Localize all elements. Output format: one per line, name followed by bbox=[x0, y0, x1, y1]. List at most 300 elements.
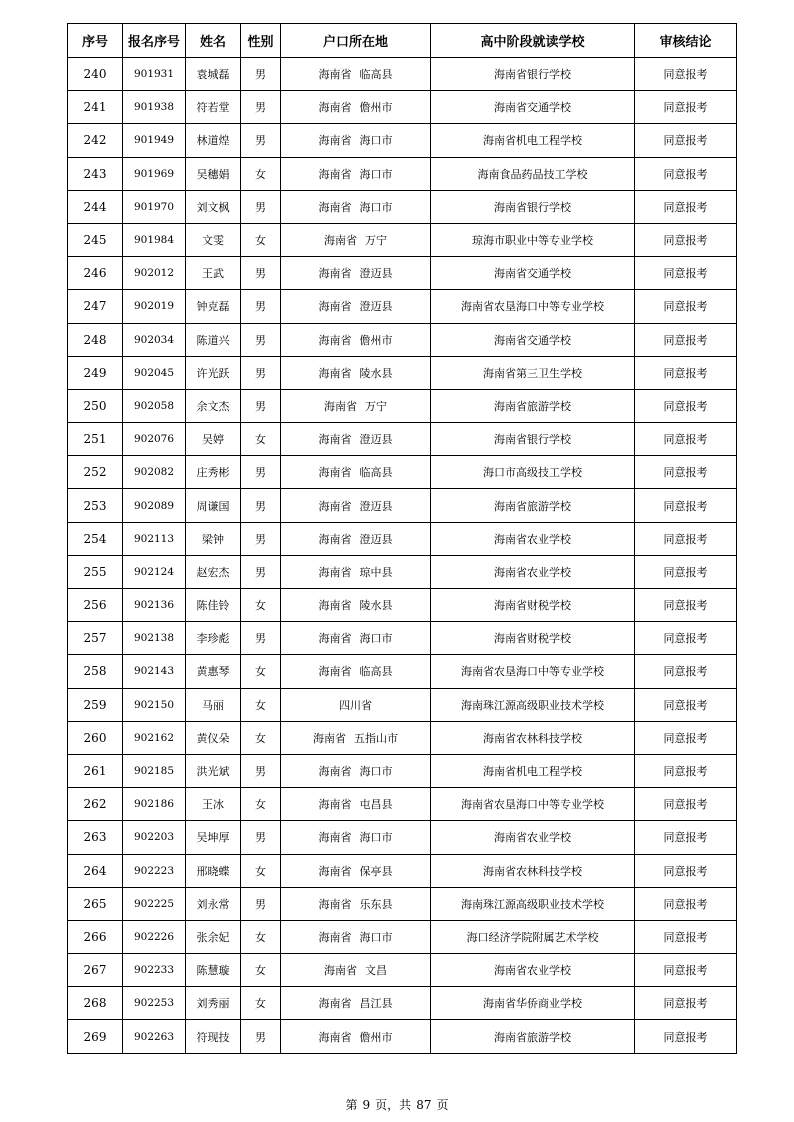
cell-residence bbox=[281, 190, 431, 223]
residence-province: 海南省 bbox=[318, 366, 352, 380]
cell-reg-no: 902253 bbox=[123, 987, 186, 1020]
cell-school: 海南省农垦海口中等专业学校 bbox=[431, 655, 635, 688]
cell-name: 陈佳铃 bbox=[186, 589, 241, 622]
cell-school: 海南省第三卫生学校 bbox=[431, 356, 635, 389]
cell-reg-no: 902143 bbox=[123, 655, 186, 688]
table-row bbox=[68, 954, 737, 987]
cell-residence bbox=[281, 124, 431, 157]
residence-city: 乐东县 bbox=[359, 897, 393, 911]
cell-seq: 261 bbox=[68, 754, 123, 787]
cell-seq: 258 bbox=[68, 655, 123, 688]
residence-city: 陵水县 bbox=[359, 599, 393, 613]
cell-sex: 男 bbox=[241, 290, 281, 323]
cell-sex: 男 bbox=[241, 456, 281, 489]
residence-city: 屯昌县 bbox=[359, 798, 393, 812]
cell-seq: 241 bbox=[68, 91, 123, 124]
cell-residence bbox=[281, 920, 431, 953]
cell-sex: 男 bbox=[241, 754, 281, 787]
cell-reg-no: 902058 bbox=[123, 389, 186, 422]
cell-school: 海南省机电工程学校 bbox=[431, 754, 635, 787]
footer-total-pages: 87 bbox=[416, 1098, 432, 1112]
cell-result: 同意报考 bbox=[635, 456, 737, 489]
residence-province: 海南省 bbox=[318, 930, 352, 944]
cell-reg-no: 902012 bbox=[123, 257, 186, 290]
residence-province: 海南省 bbox=[318, 997, 352, 1011]
table-row bbox=[68, 290, 737, 323]
cell-sex: 男 bbox=[241, 821, 281, 854]
cell-reg-no: 901969 bbox=[123, 157, 186, 190]
cell-reg-no: 902019 bbox=[123, 290, 186, 323]
cell-seq: 265 bbox=[68, 887, 123, 920]
cell-result: 同意报考 bbox=[635, 854, 737, 887]
cell-result: 同意报考 bbox=[635, 58, 737, 91]
cell-seq: 268 bbox=[68, 987, 123, 1020]
table-row bbox=[68, 323, 737, 356]
cell-sex: 女 bbox=[241, 987, 281, 1020]
cell-school: 海南省旅游学校 bbox=[431, 1020, 635, 1053]
cell-name: 邢晓蝶 bbox=[186, 854, 241, 887]
residence-province: 海南省 bbox=[318, 599, 352, 613]
cell-school: 海南省交通学校 bbox=[431, 323, 635, 356]
cell-residence bbox=[281, 257, 431, 290]
residence-province: 海南省 bbox=[318, 532, 352, 546]
residence-province: 海南省 bbox=[318, 267, 352, 281]
cell-name: 庄秀彬 bbox=[186, 456, 241, 489]
residence-province: 海南省 bbox=[318, 68, 352, 82]
cell-school: 海南省交通学校 bbox=[431, 91, 635, 124]
cell-name: 刘秀丽 bbox=[186, 987, 241, 1020]
cell-seq: 266 bbox=[68, 920, 123, 953]
residence-city: 澄迈县 bbox=[359, 499, 393, 513]
table-row bbox=[68, 456, 737, 489]
cell-school: 海南珠江源高级职业技术学校 bbox=[431, 887, 635, 920]
cell-seq: 249 bbox=[68, 356, 123, 389]
cell-residence bbox=[281, 821, 431, 854]
table-row bbox=[68, 257, 737, 290]
cell-name: 林道煌 bbox=[186, 124, 241, 157]
cell-school: 海南省机电工程学校 bbox=[431, 124, 635, 157]
cell-school: 海口市高级技工学校 bbox=[431, 456, 635, 489]
cell-residence bbox=[281, 655, 431, 688]
cell-result: 同意报考 bbox=[635, 323, 737, 356]
cell-residence bbox=[281, 688, 431, 721]
cell-result: 同意报考 bbox=[635, 522, 737, 555]
residence-city: 保亭县 bbox=[359, 864, 393, 878]
cell-reg-no: 902225 bbox=[123, 887, 186, 920]
residence-province: 海南省 bbox=[324, 399, 357, 413]
cell-school: 海南省旅游学校 bbox=[431, 389, 635, 422]
cell-sex: 男 bbox=[241, 522, 281, 555]
cell-residence bbox=[281, 754, 431, 787]
cell-reg-no: 902185 bbox=[123, 754, 186, 787]
residence-province: 海南省 bbox=[318, 864, 352, 878]
cell-residence bbox=[281, 356, 431, 389]
residence-province: 海南省 bbox=[324, 964, 357, 978]
cell-name: 吴婷 bbox=[186, 423, 241, 456]
cell-sex: 女 bbox=[241, 954, 281, 987]
table-row bbox=[68, 987, 737, 1020]
cell-result: 同意报考 bbox=[635, 589, 737, 622]
cell-result: 同意报考 bbox=[635, 290, 737, 323]
header-school: 高中阶段就读学校 bbox=[431, 24, 635, 58]
residence-city: 昌江县 bbox=[359, 997, 393, 1011]
residence-city: 陵水县 bbox=[359, 366, 393, 380]
table-row bbox=[68, 91, 737, 124]
cell-seq: 251 bbox=[68, 423, 123, 456]
residence-city: 儋州市 bbox=[359, 101, 393, 115]
residence-city: 海口市 bbox=[359, 632, 393, 646]
cell-sex: 男 bbox=[241, 489, 281, 522]
residence-city: 海口市 bbox=[359, 831, 393, 845]
cell-school: 海南食品药品技工学校 bbox=[431, 157, 635, 190]
cell-sex: 男 bbox=[241, 1020, 281, 1053]
cell-school: 海南省银行学校 bbox=[431, 58, 635, 91]
cell-residence bbox=[281, 389, 431, 422]
cell-sex: 女 bbox=[241, 655, 281, 688]
cell-result: 同意报考 bbox=[635, 821, 737, 854]
cell-school: 海南省农林科技学校 bbox=[431, 854, 635, 887]
residence-province: 海南省 bbox=[318, 134, 352, 148]
cell-residence bbox=[281, 323, 431, 356]
cell-sex: 女 bbox=[241, 721, 281, 754]
residence-province: 海南省 bbox=[318, 765, 352, 779]
residence-city: 儋州市 bbox=[359, 1030, 393, 1044]
cell-reg-no: 902223 bbox=[123, 854, 186, 887]
cell-residence bbox=[281, 290, 431, 323]
cell-sex: 女 bbox=[241, 788, 281, 821]
cell-sex: 女 bbox=[241, 223, 281, 256]
cell-school: 海南省华侨商业学校 bbox=[431, 987, 635, 1020]
cell-residence bbox=[281, 522, 431, 555]
table-body bbox=[68, 58, 737, 1054]
cell-name: 符若堂 bbox=[186, 91, 241, 124]
cell-seq: 263 bbox=[68, 821, 123, 854]
cell-school: 海南省农垦海口中等专业学校 bbox=[431, 290, 635, 323]
cell-result: 同意报考 bbox=[635, 157, 737, 190]
cell-name: 许光跃 bbox=[186, 356, 241, 389]
cell-sex: 男 bbox=[241, 622, 281, 655]
cell-sex: 女 bbox=[241, 589, 281, 622]
cell-sex: 男 bbox=[241, 257, 281, 290]
table-row bbox=[68, 589, 737, 622]
table-row bbox=[68, 124, 737, 157]
cell-result: 同意报考 bbox=[635, 389, 737, 422]
residence-province: 海南省 bbox=[318, 798, 352, 812]
residence-province: 海南省 bbox=[318, 167, 352, 181]
data-table bbox=[67, 23, 737, 1054]
cell-result: 同意报考 bbox=[635, 987, 737, 1020]
cell-sex: 男 bbox=[241, 887, 281, 920]
cell-reg-no: 902082 bbox=[123, 456, 186, 489]
table-row bbox=[68, 920, 737, 953]
cell-sex: 男 bbox=[241, 190, 281, 223]
cell-seq: 242 bbox=[68, 124, 123, 157]
cell-sex: 女 bbox=[241, 920, 281, 953]
residence-city: 海口市 bbox=[359, 167, 393, 181]
cell-seq: 259 bbox=[68, 688, 123, 721]
table-row bbox=[68, 58, 737, 91]
table-row bbox=[68, 190, 737, 223]
cell-name: 余文杰 bbox=[186, 389, 241, 422]
cell-residence bbox=[281, 157, 431, 190]
cell-seq: 264 bbox=[68, 854, 123, 887]
residence-province: 海南省 bbox=[313, 731, 346, 745]
cell-result: 同意报考 bbox=[635, 655, 737, 688]
page-footer bbox=[0, 1096, 794, 1113]
cell-school: 海南省财税学校 bbox=[431, 589, 635, 622]
cell-seq: 244 bbox=[68, 190, 123, 223]
cell-residence bbox=[281, 223, 431, 256]
cell-seq: 240 bbox=[68, 58, 123, 91]
residence-province: 海南省 bbox=[324, 234, 357, 248]
residence-province: 海南省 bbox=[318, 101, 352, 115]
cell-name: 吴坤厚 bbox=[186, 821, 241, 854]
cell-reg-no: 901970 bbox=[123, 190, 186, 223]
residence-city: 万宁 bbox=[365, 234, 387, 248]
cell-result: 同意报考 bbox=[635, 920, 737, 953]
residence-province: 海南省 bbox=[318, 333, 352, 347]
cell-residence bbox=[281, 622, 431, 655]
cell-name: 马丽 bbox=[186, 688, 241, 721]
cell-residence bbox=[281, 423, 431, 456]
cell-residence bbox=[281, 854, 431, 887]
cell-sex: 女 bbox=[241, 423, 281, 456]
table-row bbox=[68, 489, 737, 522]
table-row bbox=[68, 157, 737, 190]
cell-sex: 男 bbox=[241, 124, 281, 157]
table-row bbox=[68, 389, 737, 422]
cell-reg-no: 901938 bbox=[123, 91, 186, 124]
cell-name: 刘文枫 bbox=[186, 190, 241, 223]
cell-residence bbox=[281, 489, 431, 522]
cell-name: 李珍彪 bbox=[186, 622, 241, 655]
cell-name: 周谦国 bbox=[186, 489, 241, 522]
cell-seq: 255 bbox=[68, 555, 123, 588]
cell-reg-no: 901931 bbox=[123, 58, 186, 91]
cell-sex: 女 bbox=[241, 854, 281, 887]
cell-reg-no: 901984 bbox=[123, 223, 186, 256]
cell-result: 同意报考 bbox=[635, 622, 737, 655]
residence-province: 海南省 bbox=[318, 433, 352, 447]
cell-seq: 252 bbox=[68, 456, 123, 489]
table-row bbox=[68, 754, 737, 787]
cell-seq: 247 bbox=[68, 290, 123, 323]
cell-result: 同意报考 bbox=[635, 688, 737, 721]
cell-seq: 245 bbox=[68, 223, 123, 256]
residence-city: 临高县 bbox=[359, 665, 393, 679]
cell-reg-no: 902045 bbox=[123, 356, 186, 389]
cell-sex: 女 bbox=[241, 157, 281, 190]
cell-result: 同意报考 bbox=[635, 721, 737, 754]
residence-city: 琼中县 bbox=[359, 565, 393, 579]
cell-sex: 男 bbox=[241, 58, 281, 91]
cell-name: 钟克磊 bbox=[186, 290, 241, 323]
residence-city: 临高县 bbox=[359, 68, 393, 82]
cell-name: 王冰 bbox=[186, 788, 241, 821]
cell-school: 海南省银行学校 bbox=[431, 190, 635, 223]
footer-suffix: 页 bbox=[436, 1098, 449, 1112]
table-row bbox=[68, 854, 737, 887]
cell-result: 同意报考 bbox=[635, 356, 737, 389]
residence-province: 海南省 bbox=[318, 632, 352, 646]
cell-name: 黄惠琴 bbox=[186, 655, 241, 688]
table-row bbox=[68, 423, 737, 456]
residence-city: 海口市 bbox=[359, 930, 393, 944]
residence-province: 海南省 bbox=[318, 897, 352, 911]
cell-school: 海南省农业学校 bbox=[431, 954, 635, 987]
table-row bbox=[68, 688, 737, 721]
cell-result: 同意报考 bbox=[635, 1020, 737, 1053]
cell-result: 同意报考 bbox=[635, 257, 737, 290]
cell-name: 梁钟 bbox=[186, 522, 241, 555]
residence-province: 海南省 bbox=[318, 300, 352, 314]
table-row bbox=[68, 223, 737, 256]
residence-city: 海口市 bbox=[359, 765, 393, 779]
cell-name: 袁城磊 bbox=[186, 58, 241, 91]
cell-school: 海南珠江源高级职业技术学校 bbox=[431, 688, 635, 721]
table-row bbox=[68, 655, 737, 688]
residence-province: 海南省 bbox=[318, 499, 352, 513]
cell-result: 同意报考 bbox=[635, 754, 737, 787]
residence-city: 五指山市 bbox=[354, 731, 398, 745]
residence-province: 海南省 bbox=[318, 831, 352, 845]
table-row bbox=[68, 356, 737, 389]
cell-seq: 267 bbox=[68, 954, 123, 987]
cell-result: 同意报考 bbox=[635, 190, 737, 223]
header-seq: 序号 bbox=[68, 24, 123, 58]
cell-result: 同意报考 bbox=[635, 423, 737, 456]
residence-city: 海口市 bbox=[359, 134, 393, 148]
cell-seq: 269 bbox=[68, 1020, 123, 1053]
cell-residence bbox=[281, 555, 431, 588]
cell-reg-no: 902136 bbox=[123, 589, 186, 622]
residence-city: 文昌 bbox=[365, 964, 387, 978]
table-row bbox=[68, 887, 737, 920]
cell-school: 海口经济学院附属艺术学校 bbox=[431, 920, 635, 953]
cell-reg-no: 902034 bbox=[123, 323, 186, 356]
cell-reg-no: 902162 bbox=[123, 721, 186, 754]
cell-result: 同意报考 bbox=[635, 887, 737, 920]
residence-province: 海南省 bbox=[318, 565, 352, 579]
residence-province: 海南省 bbox=[318, 665, 352, 679]
cell-name: 文雯 bbox=[186, 223, 241, 256]
cell-result: 同意报考 bbox=[635, 954, 737, 987]
cell-sex: 男 bbox=[241, 356, 281, 389]
residence-city: 海口市 bbox=[359, 200, 393, 214]
cell-reg-no: 902113 bbox=[123, 522, 186, 555]
cell-residence bbox=[281, 1020, 431, 1053]
header-name: 姓名 bbox=[186, 24, 241, 58]
cell-result: 同意报考 bbox=[635, 91, 737, 124]
cell-seq: 243 bbox=[68, 157, 123, 190]
table-header-row bbox=[68, 24, 737, 58]
cell-name: 王武 bbox=[186, 257, 241, 290]
cell-school: 海南省农林科技学校 bbox=[431, 721, 635, 754]
cell-name: 黄仪朵 bbox=[186, 721, 241, 754]
cell-name: 吴穗娟 bbox=[186, 157, 241, 190]
cell-reg-no: 902233 bbox=[123, 954, 186, 987]
cell-reg-no: 902263 bbox=[123, 1020, 186, 1053]
cell-school: 海南省农垦海口中等专业学校 bbox=[431, 788, 635, 821]
table-row bbox=[68, 555, 737, 588]
cell-school: 海南省农业学校 bbox=[431, 821, 635, 854]
cell-result: 同意报考 bbox=[635, 555, 737, 588]
cell-seq: 250 bbox=[68, 389, 123, 422]
cell-reg-no: 902186 bbox=[123, 788, 186, 821]
table-row bbox=[68, 721, 737, 754]
residence-city: 澄迈县 bbox=[359, 300, 393, 314]
cell-reg-no: 902203 bbox=[123, 821, 186, 854]
cell-name: 赵宏杰 bbox=[186, 555, 241, 588]
cell-school: 海南省交通学校 bbox=[431, 257, 635, 290]
cell-seq: 260 bbox=[68, 721, 123, 754]
cell-residence bbox=[281, 721, 431, 754]
header-reg-no: 报名序号 bbox=[123, 24, 186, 58]
cell-seq: 257 bbox=[68, 622, 123, 655]
residence-province: 海南省 bbox=[318, 466, 352, 480]
footer-page-number: 9 bbox=[362, 1098, 371, 1112]
header-result: 审核结论 bbox=[635, 24, 737, 58]
cell-reg-no: 902089 bbox=[123, 489, 186, 522]
table-row bbox=[68, 622, 737, 655]
cell-school: 海南省银行学校 bbox=[431, 423, 635, 456]
cell-residence bbox=[281, 987, 431, 1020]
cell-seq: 253 bbox=[68, 489, 123, 522]
cell-reg-no: 902138 bbox=[123, 622, 186, 655]
cell-school: 琼海市职业中等专业学校 bbox=[431, 223, 635, 256]
cell-reg-no: 901949 bbox=[123, 124, 186, 157]
residence-province: 海南省 bbox=[318, 200, 352, 214]
residence-city: 万宁 bbox=[365, 399, 387, 413]
cell-school: 海南省旅游学校 bbox=[431, 489, 635, 522]
cell-seq: 246 bbox=[68, 257, 123, 290]
residence-city: 澄迈县 bbox=[359, 433, 393, 447]
cell-sex: 男 bbox=[241, 555, 281, 588]
cell-result: 同意报考 bbox=[635, 223, 737, 256]
cell-school: 海南省农业学校 bbox=[431, 555, 635, 588]
cell-sex: 男 bbox=[241, 91, 281, 124]
residence-city: 儋州市 bbox=[359, 333, 393, 347]
cell-reg-no: 902076 bbox=[123, 423, 186, 456]
cell-name: 符现技 bbox=[186, 1020, 241, 1053]
header-sex: 性别 bbox=[241, 24, 281, 58]
cell-name: 洪光斌 bbox=[186, 754, 241, 787]
header-residence: 户口所在地 bbox=[281, 24, 431, 58]
residence-city: 澄迈县 bbox=[359, 267, 393, 281]
cell-seq: 254 bbox=[68, 522, 123, 555]
table-row bbox=[68, 821, 737, 854]
cell-residence bbox=[281, 456, 431, 489]
cell-residence bbox=[281, 58, 431, 91]
footer-mid: 页，共 bbox=[375, 1098, 412, 1112]
cell-reg-no: 902124 bbox=[123, 555, 186, 588]
cell-residence bbox=[281, 954, 431, 987]
cell-name: 陈道兴 bbox=[186, 323, 241, 356]
cell-name: 陈慧璇 bbox=[186, 954, 241, 987]
cell-residence bbox=[281, 887, 431, 920]
cell-result: 同意报考 bbox=[635, 489, 737, 522]
cell-reg-no: 902150 bbox=[123, 688, 186, 721]
cell-result: 同意报考 bbox=[635, 124, 737, 157]
cell-name: 刘永常 bbox=[186, 887, 241, 920]
cell-residence bbox=[281, 788, 431, 821]
cell-sex: 男 bbox=[241, 389, 281, 422]
table-row bbox=[68, 788, 737, 821]
cell-reg-no: 902226 bbox=[123, 920, 186, 953]
residence-province: 四川省 bbox=[339, 698, 372, 712]
table-row bbox=[68, 522, 737, 555]
cell-residence bbox=[281, 589, 431, 622]
